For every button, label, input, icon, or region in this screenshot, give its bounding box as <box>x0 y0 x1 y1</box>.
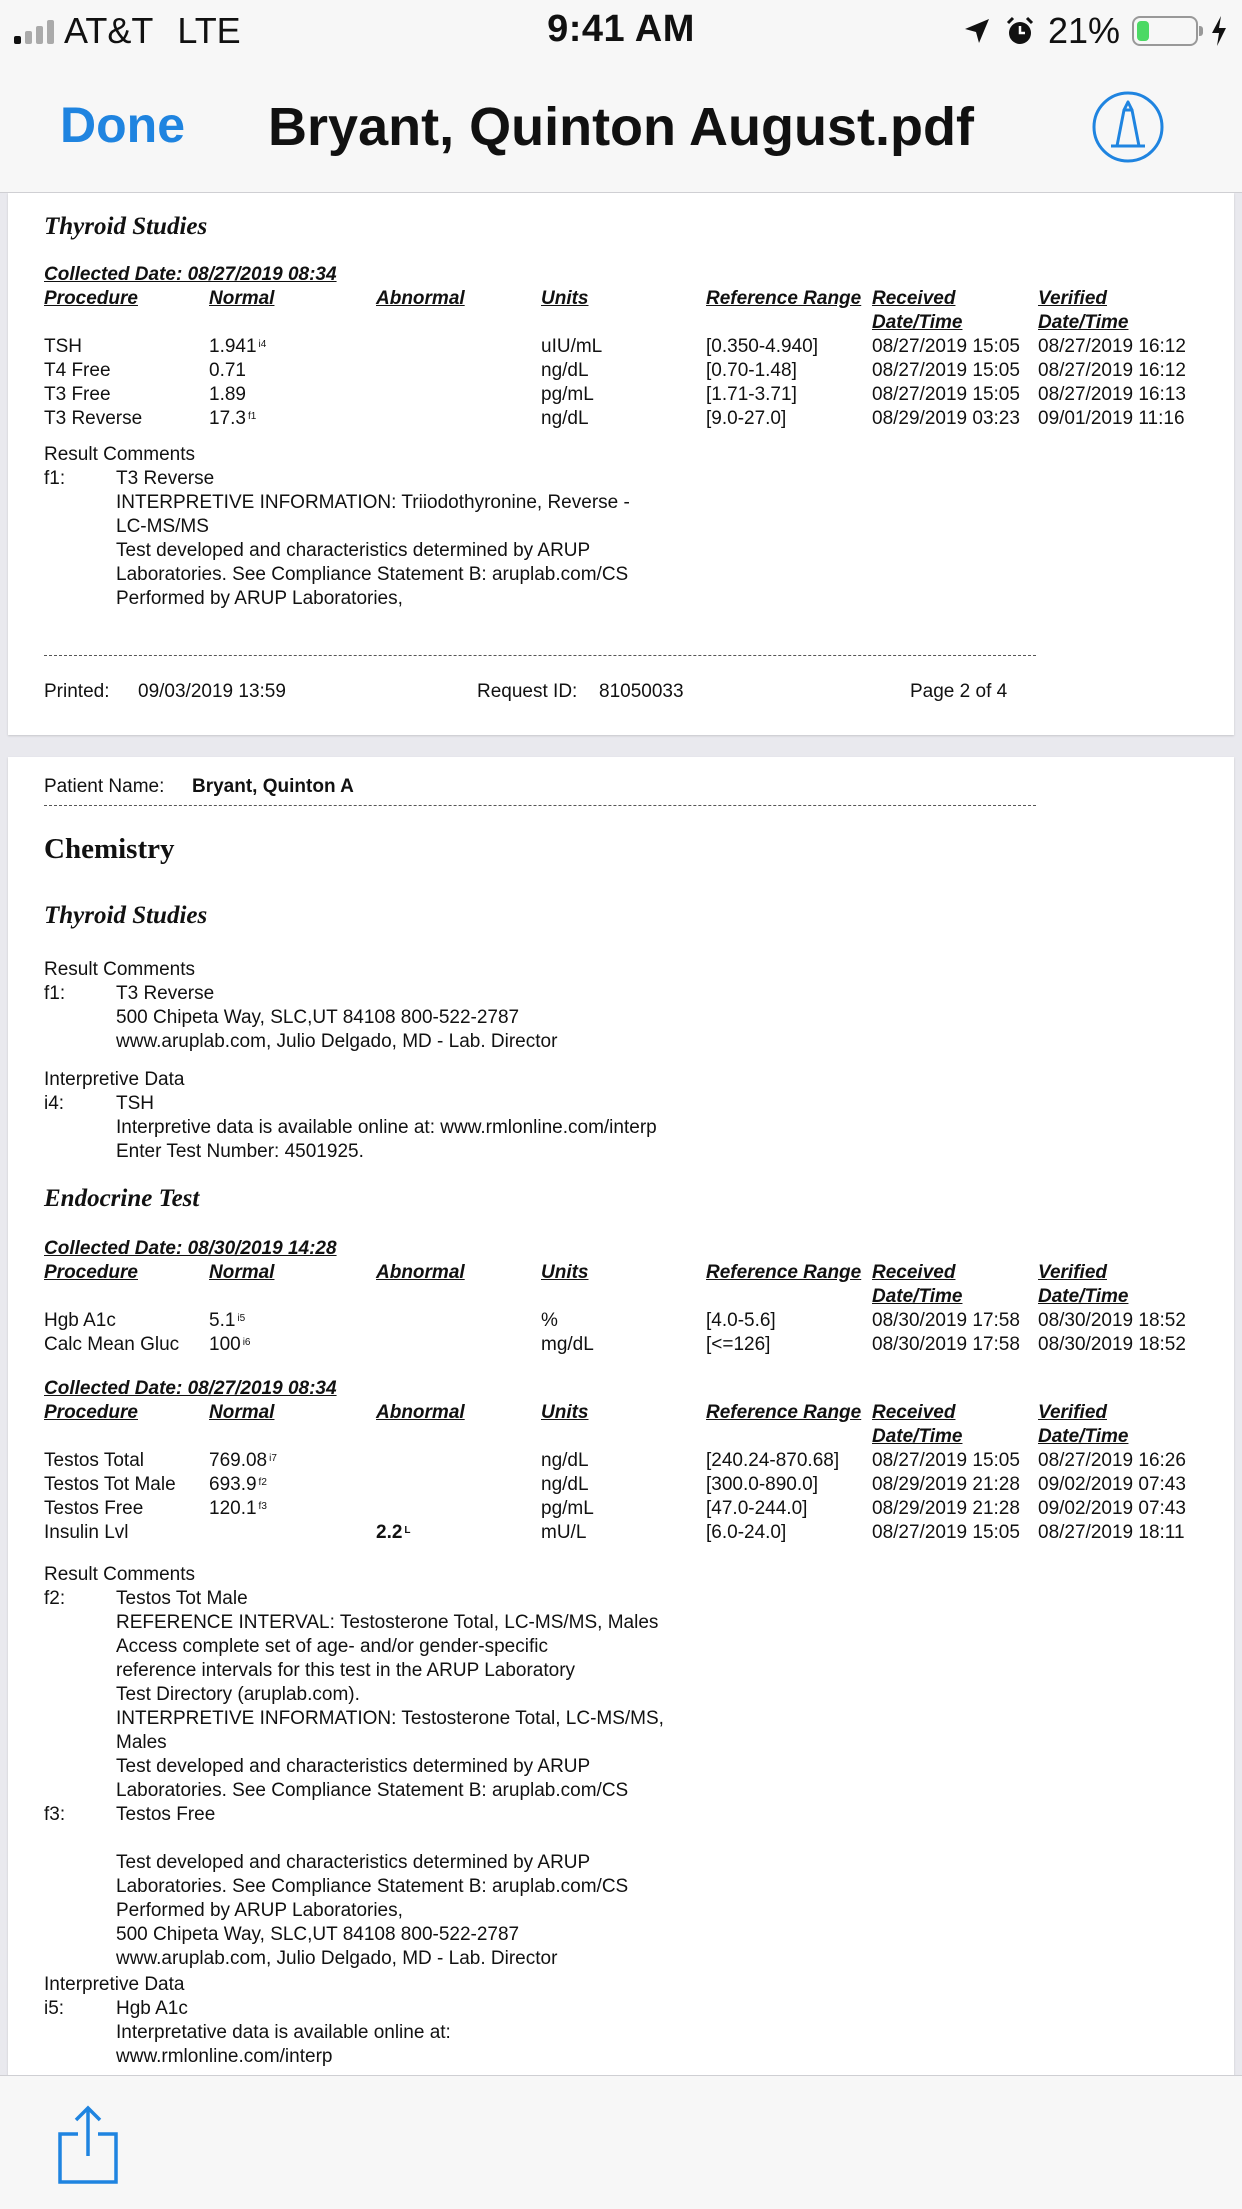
cell-procedure-value: Testos Total <box>44 1450 144 1471</box>
cell-procedure <box>44 359 111 383</box>
cell-verified-value: 08/27/2019 18:11 <box>1038 1522 1185 1543</box>
cell-units <box>541 1449 589 1473</box>
cell-verified <box>1038 1333 1186 1357</box>
result-comments-label: Result Comments <box>44 444 195 465</box>
comment-line: Enter Test Number: 4501925. <box>116 1141 364 1162</box>
interpretive-data-label: Interpretive Data <box>44 1069 185 1090</box>
battery-icon <box>1132 16 1198 46</box>
cell-verified <box>1038 407 1185 431</box>
patient-name-label: Patient Name: <box>44 776 165 797</box>
col-received: Received <box>872 1402 956 1423</box>
cell-reference-range-value: [0.350-4.940] <box>706 336 818 357</box>
cell-units-value: mU/L <box>541 1522 587 1543</box>
comment-line: INTERPRETIVE INFORMATION: Triiodothyronine, Reverse - <box>116 492 630 513</box>
page-number: Page 2 of 4 <box>910 681 1008 702</box>
cell-normal <box>209 407 256 431</box>
cell-procedure <box>44 1521 129 1545</box>
comment-line: Testos Free <box>116 1804 216 1825</box>
cell-normal-value: 100 <box>209 1334 241 1355</box>
comment-line: INTERPRETIVE INFORMATION: Testosterone Total, LC-MS/MS, <box>116 1708 664 1729</box>
cell-procedure <box>44 1497 143 1521</box>
cell-normal-value: 693.9 <box>209 1474 257 1495</box>
cell-received <box>872 1449 1020 1473</box>
cell-procedure-value: Calc Mean Gluc <box>44 1334 180 1355</box>
cell-procedure <box>44 1473 176 1497</box>
cell-reference-range-value: [47.0-244.0] <box>706 1498 808 1519</box>
printed-label: Printed: <box>44 681 110 702</box>
cell-procedure-value: Testos Free <box>44 1498 144 1519</box>
comment-line: 500 Chipeta Way, SLC,UT 84108 800-522-2787 <box>116 1007 520 1028</box>
cell-received <box>872 383 1020 407</box>
cell-received <box>872 1497 1020 1521</box>
col-normal: Normal <box>209 1402 275 1423</box>
col-procedure: Procedure <box>44 288 138 309</box>
cell-units <box>541 335 602 359</box>
cell-verified <box>1038 335 1186 359</box>
comment-key-f3: f3: <box>44 1804 66 1825</box>
cell-received <box>872 335 1020 359</box>
comment-key-f1: f1: <box>44 468 66 489</box>
cell-verified-value: 08/30/2019 18:52 <box>1038 1310 1186 1331</box>
cell-reference-range <box>706 1497 807 1521</box>
comment-line: T3 Reverse <box>116 468 215 489</box>
cell-verified <box>1038 383 1186 407</box>
cell-verified-value: 08/27/2019 16:26 <box>1038 1450 1186 1471</box>
cell-procedure-value: Testos Tot Male <box>44 1474 176 1495</box>
cell-procedure-value: T3 Reverse <box>44 408 143 429</box>
col-received-datetime: Date/Time <box>872 312 963 333</box>
col-verified-datetime: Date/Time <box>1038 1286 1129 1307</box>
cell-procedure <box>44 407 142 431</box>
section-thyroid-studies: Thyroid Studies <box>44 902 208 929</box>
cell-units-value: ng/dL <box>541 1450 589 1471</box>
col-units: Units <box>541 1402 589 1423</box>
status-time: 9:41 AM <box>547 8 695 50</box>
cell-units <box>541 1521 586 1545</box>
cell-normal <box>209 383 246 407</box>
comment-key-f2: f2: <box>44 1588 66 1609</box>
bottom-toolbar <box>0 2075 1242 2209</box>
cell-reference-range-value: [300.0-890.0] <box>706 1474 818 1495</box>
cell-normal-value: 1.89 <box>209 384 246 405</box>
cell-units-value: pg/mL <box>541 384 594 405</box>
share-icon <box>56 2102 120 2186</box>
col-reference-range: Reference Range <box>706 1402 862 1423</box>
comment-line: www.aruplab.com, Julio Delgado, MD - Lab. Director <box>116 1948 558 1969</box>
cell-verified <box>1038 1521 1185 1545</box>
document-title: Bryant, Quinton August.pdf <box>268 97 974 157</box>
comment-line: LC-MS/MS <box>116 516 209 537</box>
cell-verified <box>1038 359 1186 383</box>
cell-reference-range <box>706 1521 786 1545</box>
battery-level <box>1137 21 1149 41</box>
cell-normal <box>209 359 246 383</box>
cell-verified-value: 09/02/2019 07:43 <box>1038 1474 1186 1495</box>
result-flag: L <box>404 1525 411 1536</box>
result-flag: i7 <box>269 1453 277 1464</box>
cell-received-value: 08/30/2019 17:58 <box>872 1310 1020 1331</box>
cell-verified-value: 09/01/2019 11:16 <box>1038 408 1185 429</box>
cell-procedure <box>44 1309 116 1333</box>
markup-pen-icon <box>1091 90 1165 164</box>
cell-verified-value: 08/27/2019 16:12 <box>1038 336 1186 357</box>
cell-abnormal <box>376 1521 411 1545</box>
cell-procedure-value: TSH <box>44 336 82 357</box>
cell-procedure-value: Insulin Lvl <box>44 1522 129 1543</box>
cell-units <box>541 1473 589 1497</box>
cell-reference-range-value: [240.24-870.68] <box>706 1450 840 1471</box>
share-button[interactable] <box>56 2102 120 2186</box>
alarm-icon <box>1004 15 1036 47</box>
col-verified: Verified <box>1038 1402 1107 1423</box>
cell-verified-value: 09/02/2019 07:43 <box>1038 1498 1186 1519</box>
cell-received-value: 08/27/2019 15:05 <box>872 384 1020 405</box>
cell-normal <box>209 1473 267 1497</box>
cell-reference-range-value: [<=126] <box>706 1334 771 1355</box>
charging-bolt-icon <box>1210 15 1228 47</box>
comment-key-f1: f1: <box>44 983 66 1004</box>
col-reference-range: Reference Range <box>706 1262 862 1283</box>
cell-units <box>541 407 589 431</box>
cell-reference-range-value: [6.0-24.0] <box>706 1522 787 1543</box>
done-button[interactable]: Done <box>60 97 185 153</box>
patient-name: Bryant, Quinton A <box>192 776 354 797</box>
comment-key-i5: i5: <box>44 1998 65 2019</box>
cell-units-value: ng/dL <box>541 408 589 429</box>
cell-normal <box>209 1333 251 1357</box>
cell-verified <box>1038 1309 1186 1333</box>
status-right <box>962 10 1228 52</box>
cell-received <box>872 1333 1020 1357</box>
cell-normal <box>209 335 266 359</box>
result-flag: i6 <box>242 1337 251 1348</box>
col-reference-range: Reference Range <box>706 288 862 309</box>
collected-date: Collected Date: 08/27/2019 08:34 <box>44 264 337 285</box>
cell-normal-value: 17.3 <box>209 408 246 429</box>
cell-verified-value: 08/27/2019 16:13 <box>1038 384 1186 405</box>
comment-line: Test developed and characteristics determined by ARUP <box>116 1852 591 1873</box>
cell-reference-range <box>706 407 786 431</box>
cell-received-value: 08/29/2019 03:23 <box>872 408 1020 429</box>
col-received-datetime: Date/Time <box>872 1426 963 1447</box>
cell-reference-range <box>706 359 797 383</box>
pdf-page <box>8 193 1234 735</box>
interpretive-data-label: Interpretive Data <box>44 1974 185 1995</box>
cell-reference-range-value: [0.70-1.48] <box>706 360 797 381</box>
collected-date: Collected Date: 08/27/2019 08:34 <box>44 1378 337 1399</box>
result-comments-label: Result Comments <box>44 1564 195 1585</box>
pdf-viewer[interactable] <box>0 193 1242 2075</box>
nav-bar <box>0 62 1242 193</box>
comment-line: REFERENCE INTERVAL: Testosterone Total, LC-MS/MS, Males <box>116 1612 659 1633</box>
cell-units-value: mg/dL <box>541 1334 594 1355</box>
cell-verified <box>1038 1473 1186 1497</box>
carrier-label: AT&T <box>64 10 154 51</box>
cell-received-value: 08/29/2019 21:28 <box>872 1474 1020 1495</box>
pdf-page <box>8 757 1234 2075</box>
cell-received <box>872 1309 1020 1333</box>
cell-reference-range <box>706 1309 776 1333</box>
cell-normal-value: 1.941 <box>209 336 257 357</box>
collected-date: Collected Date: 08/30/2019 14:28 <box>44 1238 337 1259</box>
cell-verified-value: 08/27/2019 16:12 <box>1038 360 1186 381</box>
cell-units-value: % <box>541 1310 558 1331</box>
cell-received <box>872 1521 1020 1545</box>
comment-line: Test developed and characteristics determined by ARUP <box>116 540 591 561</box>
cell-units-value: ng/dL <box>541 1474 589 1495</box>
status-bar <box>0 0 1242 62</box>
cell-reference-range <box>706 1333 770 1357</box>
cell-normal <box>209 1449 277 1473</box>
comment-line: Laboratories. See Compliance Statement B: aruplab.com/CS <box>116 1876 629 1897</box>
cell-received <box>872 359 1020 383</box>
cell-normal-value: 120.1 <box>209 1498 257 1519</box>
col-abnormal: Abnormal <box>376 1262 465 1283</box>
col-units: Units <box>541 1262 589 1283</box>
cell-procedure-value: Hgb A1c <box>44 1310 116 1331</box>
comment-line: 500 Chipeta Way, SLC,UT 84108 800-522-2787 <box>116 1924 520 1945</box>
section-chemistry: Chemistry <box>44 833 175 865</box>
comment-line: TSH <box>116 1093 154 1114</box>
col-verified: Verified <box>1038 1262 1107 1283</box>
col-received: Received <box>872 288 956 309</box>
cell-procedure <box>44 335 82 359</box>
col-verified: Verified <box>1038 288 1107 309</box>
cell-reference-range <box>706 335 818 359</box>
cell-received <box>872 1473 1020 1497</box>
section-endocrine-test: Endocrine Test <box>44 1185 200 1212</box>
col-normal: Normal <box>209 288 275 309</box>
col-received-datetime: Date/Time <box>872 1286 963 1307</box>
comment-line: Laboratories. See Compliance Statement B: aruplab.com/CS <box>116 1780 629 1801</box>
cell-verified-value: 08/30/2019 18:52 <box>1038 1334 1186 1355</box>
cell-reference-range <box>706 1473 818 1497</box>
cell-reference-range-value: [4.0-5.6] <box>706 1310 776 1331</box>
cell-abnormal-value: 2.2 <box>376 1522 403 1543</box>
cell-received-value: 08/27/2019 15:05 <box>872 1450 1020 1471</box>
comment-line: Interpretive data is available online at: www.rmlonline.com/interp <box>116 1117 657 1138</box>
col-verified-datetime: Date/Time <box>1038 312 1129 333</box>
comment-line: Males <box>116 1732 167 1753</box>
comment-line: Hgb A1c <box>116 1998 188 2019</box>
markup-button[interactable] <box>1074 90 1182 164</box>
cell-verified <box>1038 1497 1186 1521</box>
cell-procedure <box>44 1333 179 1357</box>
cell-units <box>541 359 589 383</box>
col-abnormal: Abnormal <box>376 1402 465 1423</box>
result-flag: i5 <box>237 1313 246 1324</box>
comment-line: Test developed and characteristics determined by ARUP <box>116 1756 591 1777</box>
cell-units <box>541 1309 558 1333</box>
col-normal: Normal <box>209 1262 275 1283</box>
col-verified-datetime: Date/Time <box>1038 1426 1129 1447</box>
cell-units <box>541 1497 594 1521</box>
comment-line: www.rmlonline.com/interp <box>116 2046 333 2067</box>
network-label: LTE <box>177 10 241 51</box>
location-arrow-icon <box>962 16 992 46</box>
cell-received <box>872 407 1020 431</box>
cell-procedure <box>44 383 111 407</box>
cell-received-value: 08/30/2019 17:58 <box>872 1334 1020 1355</box>
comment-line: Test Directory (aruplab.com). <box>116 1684 360 1705</box>
cell-received-value: 08/27/2019 15:05 <box>872 336 1020 357</box>
comment-line: Laboratories. See Compliance Statement B: aruplab.com/CS <box>116 564 629 585</box>
cell-procedure <box>44 1449 144 1473</box>
cell-reference-range <box>706 383 797 407</box>
col-procedure: Procedure <box>44 1262 138 1283</box>
cell-received-value: 08/27/2019 15:05 <box>872 360 1020 381</box>
comment-line: reference intervals for this test in the ARUP Laboratory <box>116 1660 576 1681</box>
cell-procedure-value: T3 Free <box>44 384 111 405</box>
comment-line: www.aruplab.com, Julio Delgado, MD - Lab. Director <box>116 1031 558 1052</box>
cell-units <box>541 383 594 407</box>
col-procedure: Procedure <box>44 1402 138 1423</box>
cell-normal-value: 5.1 <box>209 1310 236 1331</box>
result-flag: i4 <box>258 339 267 350</box>
cell-reference-range-value: [1.71-3.71] <box>706 384 797 405</box>
cell-normal-value: 0.71 <box>209 360 246 381</box>
result-flag: f3 <box>258 1501 267 1512</box>
request-id-label: Request ID: <box>477 681 578 702</box>
comment-key-i4: i4: <box>44 1093 65 1114</box>
result-flag: f1 <box>247 411 257 422</box>
col-received: Received <box>872 1262 956 1283</box>
comment-line: Access complete set of age- and/or gender-specific <box>116 1636 548 1657</box>
cell-verified <box>1038 1449 1186 1473</box>
cell-received-value: 08/29/2019 21:28 <box>872 1498 1020 1519</box>
result-comments-label: Result Comments <box>44 959 195 980</box>
cell-units-value: uIU/mL <box>541 336 603 357</box>
comment-line: Performed by ARUP Laboratories, <box>116 588 403 609</box>
comment-line: Interpretative data is available online at: <box>116 2022 451 2043</box>
cell-normal-value: 769.08 <box>209 1450 268 1471</box>
divider <box>44 805 1036 806</box>
request-id-value: 81050033 <box>599 681 684 702</box>
result-flag: f2 <box>258 1477 267 1488</box>
cell-units-value: ng/dL <box>541 360 589 381</box>
cell-normal <box>209 1497 267 1521</box>
section-thyroid-studies: Thyroid Studies <box>44 213 208 240</box>
cell-units-value: pg/mL <box>541 1498 594 1519</box>
cell-normal <box>209 1309 245 1333</box>
cell-reference-range <box>706 1449 839 1473</box>
col-abnormal: Abnormal <box>376 288 465 309</box>
cell-procedure-value: T4 Free <box>44 360 111 381</box>
cell-received-value: 08/27/2019 15:05 <box>872 1522 1020 1543</box>
cell-units <box>541 1333 594 1357</box>
comment-line: Performed by ARUP Laboratories, <box>116 1900 403 1921</box>
battery-percent: 21% <box>1047 10 1120 51</box>
comment-line: Testos Tot Male <box>116 1588 248 1609</box>
comment-line: T3 Reverse <box>116 983 215 1004</box>
cell-reference-range-value: [9.0-27.0] <box>706 408 787 429</box>
col-units: Units <box>541 288 589 309</box>
printed-value: 09/03/2019 13:59 <box>138 681 286 702</box>
divider <box>44 655 1036 656</box>
